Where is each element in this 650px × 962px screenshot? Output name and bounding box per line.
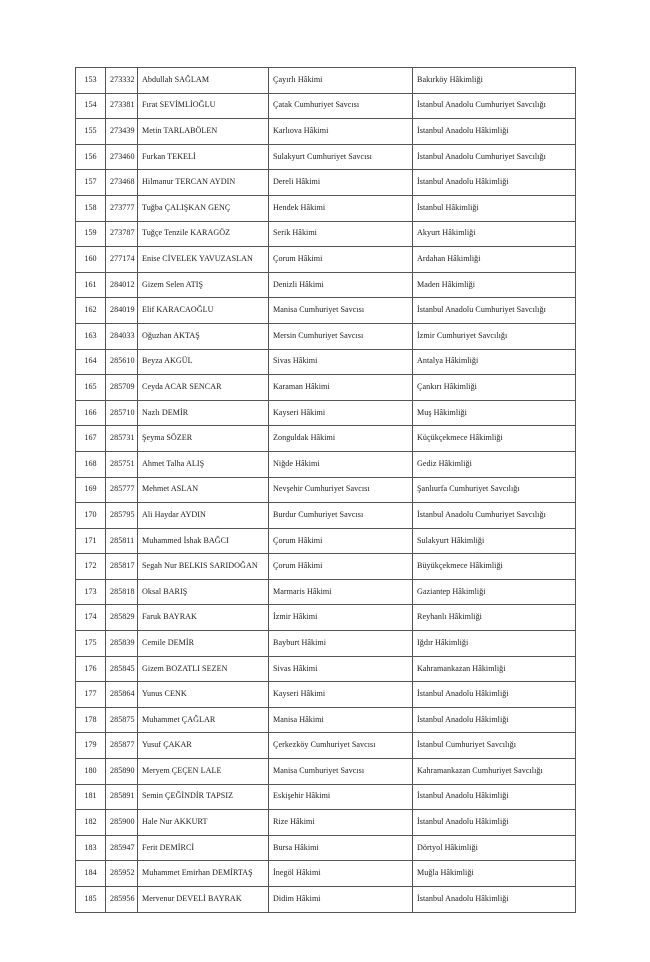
cell-no: 181 bbox=[76, 784, 106, 810]
table-row bbox=[76, 861, 576, 887]
cell-sicil: 285845 bbox=[106, 656, 138, 682]
cell-no: 160 bbox=[76, 247, 106, 273]
cell-no: 169 bbox=[76, 477, 106, 503]
cell-gorev: Çatak Cumhuriyet Savcısı bbox=[269, 93, 413, 119]
cell-ad: Mervenur DEVELİ BAYRAK bbox=[138, 887, 269, 913]
cell-no: 158 bbox=[76, 195, 106, 221]
cell-atandigi: İstanbul Anadolu Cumhuriyet Savcılığı bbox=[413, 93, 576, 119]
table-row bbox=[76, 375, 576, 401]
table-row bbox=[76, 170, 576, 196]
cell-gorev: Kayseri Hâkimi bbox=[269, 682, 413, 708]
cell-ad: Segah Nur BELKIS SARIDOĞAN bbox=[138, 554, 269, 580]
cell-atandigi: Küçükçekmece Hâkimliği bbox=[413, 426, 576, 452]
cell-no: 184 bbox=[76, 861, 106, 887]
cell-no: 166 bbox=[76, 400, 106, 426]
cell-ad: Muhammet ÇAĞLAR bbox=[138, 707, 269, 733]
table-row bbox=[76, 579, 576, 605]
cell-ad: Hale Nur AKKURT bbox=[138, 810, 269, 836]
appointment-table-container bbox=[75, 67, 575, 913]
table-row bbox=[76, 144, 576, 170]
cell-ad: Elif KARACAOĞLU bbox=[138, 298, 269, 324]
cell-gorev: Çayırlı Hâkimi bbox=[269, 68, 413, 94]
cell-atandigi: Bakırköy Hâkimliği bbox=[413, 68, 576, 94]
cell-atandigi: Gaziantep Hâkimliği bbox=[413, 579, 576, 605]
cell-sicil: 273468 bbox=[106, 170, 138, 196]
table-row bbox=[76, 451, 576, 477]
cell-gorev: Bursa Hâkimi bbox=[269, 835, 413, 861]
cell-no: 176 bbox=[76, 656, 106, 682]
cell-ad: Şeyma SÖZER bbox=[138, 426, 269, 452]
cell-no: 178 bbox=[76, 707, 106, 733]
cell-gorev: Didim Hâkimi bbox=[269, 887, 413, 913]
cell-gorev: Manisa Hâkimi bbox=[269, 707, 413, 733]
cell-sicil: 284012 bbox=[106, 272, 138, 298]
table-row bbox=[76, 682, 576, 708]
cell-atandigi: Çankırı Hâkimliği bbox=[413, 375, 576, 401]
table-row bbox=[76, 631, 576, 657]
cell-ad: Tuğçe Tenzile KARAGÖZ bbox=[138, 221, 269, 247]
cell-atandigi: İstanbul Anadolu Hâkimliği bbox=[413, 682, 576, 708]
cell-gorev: Marmaris Hâkimi bbox=[269, 579, 413, 605]
cell-ad: Mehmet ASLAN bbox=[138, 477, 269, 503]
cell-no: 180 bbox=[76, 759, 106, 785]
cell-ad: Yusuf ÇAKAR bbox=[138, 733, 269, 759]
cell-sicil: 285947 bbox=[106, 835, 138, 861]
cell-ad: Tuğba ÇALIŞKAN GENÇ bbox=[138, 195, 269, 221]
cell-gorev: Serik Hâkimi bbox=[269, 221, 413, 247]
table-row bbox=[76, 759, 576, 785]
cell-atandigi: Büyükçekmece Hâkimliği bbox=[413, 554, 576, 580]
cell-no: 174 bbox=[76, 605, 106, 631]
cell-ad: Meryem ÇEÇEN LALE bbox=[138, 759, 269, 785]
cell-ad: Gizem BOZATLI SEZEN bbox=[138, 656, 269, 682]
cell-ad: Beyza AKGÜL bbox=[138, 349, 269, 375]
cell-gorev: Bayburt Hâkimi bbox=[269, 631, 413, 657]
cell-sicil: 285731 bbox=[106, 426, 138, 452]
cell-gorev: Rize Hâkimi bbox=[269, 810, 413, 836]
cell-no: 179 bbox=[76, 733, 106, 759]
cell-gorev: Karaman Hâkimi bbox=[269, 375, 413, 401]
cell-gorev: Dereli Hâkimi bbox=[269, 170, 413, 196]
cell-gorev: Manisa Cumhuriyet Savcısı bbox=[269, 298, 413, 324]
cell-sicil: 285829 bbox=[106, 605, 138, 631]
cell-atandigi: Muş Hâkimliği bbox=[413, 400, 576, 426]
table-row bbox=[76, 784, 576, 810]
cell-sicil: 273777 bbox=[106, 195, 138, 221]
cell-atandigi: İstanbul Anadolu Cumhuriyet Savcılığı bbox=[413, 298, 576, 324]
cell-sicil: 285900 bbox=[106, 810, 138, 836]
cell-gorev: Sulakyurt Cumhuriyet Savcısı bbox=[269, 144, 413, 170]
cell-no: 153 bbox=[76, 68, 106, 94]
cell-no: 182 bbox=[76, 810, 106, 836]
table-row bbox=[76, 554, 576, 580]
cell-gorev: Sivas Hâkimi bbox=[269, 349, 413, 375]
table-row bbox=[76, 93, 576, 119]
cell-atandigi: Dörtyol Hâkimliği bbox=[413, 835, 576, 861]
cell-no: 175 bbox=[76, 631, 106, 657]
cell-no: 183 bbox=[76, 835, 106, 861]
cell-gorev: Hendek Hâkimi bbox=[269, 195, 413, 221]
cell-atandigi: İstanbul Anadolu Hâkimliği bbox=[413, 784, 576, 810]
cell-sicil: 273332 bbox=[106, 68, 138, 94]
cell-sicil: 285710 bbox=[106, 400, 138, 426]
cell-gorev: Burdur Cumhuriyet Savcısı bbox=[269, 503, 413, 529]
cell-sicil: 285864 bbox=[106, 682, 138, 708]
cell-sicil: 285811 bbox=[106, 528, 138, 554]
cell-no: 170 bbox=[76, 503, 106, 529]
cell-sicil: 285890 bbox=[106, 759, 138, 785]
table-row bbox=[76, 810, 576, 836]
cell-ad: Ali Haydar AYDIN bbox=[138, 503, 269, 529]
cell-ad: Hilmanur TERCAN AYDIN bbox=[138, 170, 269, 196]
cell-gorev: Kayseri Hâkimi bbox=[269, 400, 413, 426]
cell-gorev: Çorum Hâkimi bbox=[269, 554, 413, 580]
cell-atandigi: Sulakyurt Hâkimliği bbox=[413, 528, 576, 554]
table-row bbox=[76, 195, 576, 221]
table-row bbox=[76, 68, 576, 94]
cell-no: 167 bbox=[76, 426, 106, 452]
table-row bbox=[76, 323, 576, 349]
table-row bbox=[76, 503, 576, 529]
cell-sicil: 273787 bbox=[106, 221, 138, 247]
table-row bbox=[76, 656, 576, 682]
cell-sicil: 285751 bbox=[106, 451, 138, 477]
cell-atandigi: İstanbul Anadolu Hâkimliği bbox=[413, 170, 576, 196]
cell-gorev: Çerkezköy Cumhuriyet Savcısı bbox=[269, 733, 413, 759]
cell-gorev: Çorum Hâkimi bbox=[269, 247, 413, 273]
table-row bbox=[76, 887, 576, 913]
table-row bbox=[76, 477, 576, 503]
table-row bbox=[76, 349, 576, 375]
table-row bbox=[76, 272, 576, 298]
cell-no: 173 bbox=[76, 579, 106, 605]
cell-gorev: Manisa Cumhuriyet Savcısı bbox=[269, 759, 413, 785]
cell-atandigi: Akyurt Hâkimliği bbox=[413, 221, 576, 247]
table-row bbox=[76, 400, 576, 426]
cell-atandigi: İstanbul Anadolu Cumhuriyet Savcılığı bbox=[413, 144, 576, 170]
cell-atandigi: İstanbul Anadolu Hâkimliği bbox=[413, 707, 576, 733]
table-row bbox=[76, 528, 576, 554]
cell-ad: Enise CİVELEK YAVUZASLAN bbox=[138, 247, 269, 273]
cell-atandigi: Şanlıurfa Cumhuriyet Savcılığı bbox=[413, 477, 576, 503]
cell-gorev: Çorum Hâkimi bbox=[269, 528, 413, 554]
cell-atandigi: Iğdır Hâkimliği bbox=[413, 631, 576, 657]
cell-ad: Abdullah SAĞLAM bbox=[138, 68, 269, 94]
cell-atandigi: İstanbul Anadolu Hâkimliği bbox=[413, 119, 576, 145]
cell-no: 165 bbox=[76, 375, 106, 401]
cell-atandigi: Muğla Hâkimliği bbox=[413, 861, 576, 887]
cell-sicil: 285877 bbox=[106, 733, 138, 759]
cell-gorev: Zonguldak Hâkimi bbox=[269, 426, 413, 452]
table-row bbox=[76, 298, 576, 324]
cell-gorev: Karlıova Hâkimi bbox=[269, 119, 413, 145]
cell-sicil: 273460 bbox=[106, 144, 138, 170]
cell-atandigi: Reyhanlı Hâkimliği bbox=[413, 605, 576, 631]
cell-gorev: İzmir Hâkimi bbox=[269, 605, 413, 631]
cell-ad: Muhammet Emirhan DEMİRTAŞ bbox=[138, 861, 269, 887]
cell-sicil: 285795 bbox=[106, 503, 138, 529]
table-row bbox=[76, 835, 576, 861]
cell-ad: Nazlı DEMİR bbox=[138, 400, 269, 426]
cell-atandigi: İstanbul Cumhuriyet Savcılığı bbox=[413, 733, 576, 759]
cell-no: 171 bbox=[76, 528, 106, 554]
cell-sicil: 284019 bbox=[106, 298, 138, 324]
cell-ad: Ceyda ACAR SENCAR bbox=[138, 375, 269, 401]
cell-atandigi: Maden Hâkimliği bbox=[413, 272, 576, 298]
cell-atandigi: İstanbul Anadolu Cumhuriyet Savcılığı bbox=[413, 503, 576, 529]
cell-no: 163 bbox=[76, 323, 106, 349]
cell-no: 172 bbox=[76, 554, 106, 580]
cell-atandigi: İzmir Cumhuriyet Savcılığı bbox=[413, 323, 576, 349]
cell-atandigi: İstanbul Anadolu Hâkimliği bbox=[413, 810, 576, 836]
appointment-table-body bbox=[76, 68, 576, 913]
cell-ad: Ferit DEMİRCİ bbox=[138, 835, 269, 861]
cell-no: 162 bbox=[76, 298, 106, 324]
cell-no: 157 bbox=[76, 170, 106, 196]
cell-no: 154 bbox=[76, 93, 106, 119]
table-row bbox=[76, 707, 576, 733]
cell-ad: Muhammed İshak BAĞCI bbox=[138, 528, 269, 554]
cell-gorev: Mersin Cumhuriyet Savcısı bbox=[269, 323, 413, 349]
appointment-table bbox=[75, 67, 576, 913]
table-row bbox=[76, 119, 576, 145]
cell-no: 164 bbox=[76, 349, 106, 375]
cell-sicil: 285610 bbox=[106, 349, 138, 375]
cell-ad: Yunus CENK bbox=[138, 682, 269, 708]
cell-no: 177 bbox=[76, 682, 106, 708]
cell-no: 161 bbox=[76, 272, 106, 298]
cell-ad: Metin TARLABÖLEN bbox=[138, 119, 269, 145]
cell-sicil: 285891 bbox=[106, 784, 138, 810]
cell-atandigi: Ardahan Hâkimliği bbox=[413, 247, 576, 273]
table-row bbox=[76, 247, 576, 273]
cell-gorev: Niğde Hâkimi bbox=[269, 451, 413, 477]
cell-sicil: 285818 bbox=[106, 579, 138, 605]
table-row bbox=[76, 221, 576, 247]
table-row bbox=[76, 426, 576, 452]
cell-ad: Oğuzhan AKTAŞ bbox=[138, 323, 269, 349]
cell-sicil: 273439 bbox=[106, 119, 138, 145]
cell-gorev: Denizli Hâkimi bbox=[269, 272, 413, 298]
cell-ad: Cemile DEMİR bbox=[138, 631, 269, 657]
cell-ad: Gizem Selen ATIŞ bbox=[138, 272, 269, 298]
cell-sicil: 285817 bbox=[106, 554, 138, 580]
cell-sicil: 285875 bbox=[106, 707, 138, 733]
cell-gorev: Nevşehir Cumhuriyet Savcısı bbox=[269, 477, 413, 503]
table-row bbox=[76, 733, 576, 759]
cell-ad: Oksal BARIŞ bbox=[138, 579, 269, 605]
cell-sicil: 277174 bbox=[106, 247, 138, 273]
cell-ad: Fırat SEVİMLİOĞLU bbox=[138, 93, 269, 119]
cell-atandigi: Antalya Hâkimliği bbox=[413, 349, 576, 375]
cell-sicil: 285952 bbox=[106, 861, 138, 887]
cell-no: 155 bbox=[76, 119, 106, 145]
cell-sicil: 285839 bbox=[106, 631, 138, 657]
cell-ad: Faruk BAYRAK bbox=[138, 605, 269, 631]
cell-atandigi: Kahramankazan Hâkimliği bbox=[413, 656, 576, 682]
table-row bbox=[76, 605, 576, 631]
cell-gorev: İnegöl Hâkimi bbox=[269, 861, 413, 887]
cell-sicil: 285709 bbox=[106, 375, 138, 401]
cell-sicil: 285956 bbox=[106, 887, 138, 913]
cell-gorev: Eskişehir Hâkimi bbox=[269, 784, 413, 810]
cell-sicil: 285777 bbox=[106, 477, 138, 503]
cell-no: 159 bbox=[76, 221, 106, 247]
cell-ad: Furkan TEKELİ bbox=[138, 144, 269, 170]
cell-ad: Semin ÇEĞİNDİR TAPSIZ bbox=[138, 784, 269, 810]
cell-atandigi: Kahramankazan Cumhuriyet Savcılığı bbox=[413, 759, 576, 785]
cell-sicil: 284033 bbox=[106, 323, 138, 349]
cell-atandigi: İstanbul Anadolu Hâkimliği bbox=[413, 887, 576, 913]
cell-no: 168 bbox=[76, 451, 106, 477]
cell-sicil: 273381 bbox=[106, 93, 138, 119]
cell-atandigi: İstanbul Hâkimliği bbox=[413, 195, 576, 221]
cell-gorev: Sivas Hâkimi bbox=[269, 656, 413, 682]
cell-no: 185 bbox=[76, 887, 106, 913]
cell-ad: Ahmet Talha ALIŞ bbox=[138, 451, 269, 477]
cell-no: 156 bbox=[76, 144, 106, 170]
cell-atandigi: Gediz Hâkimliği bbox=[413, 451, 576, 477]
